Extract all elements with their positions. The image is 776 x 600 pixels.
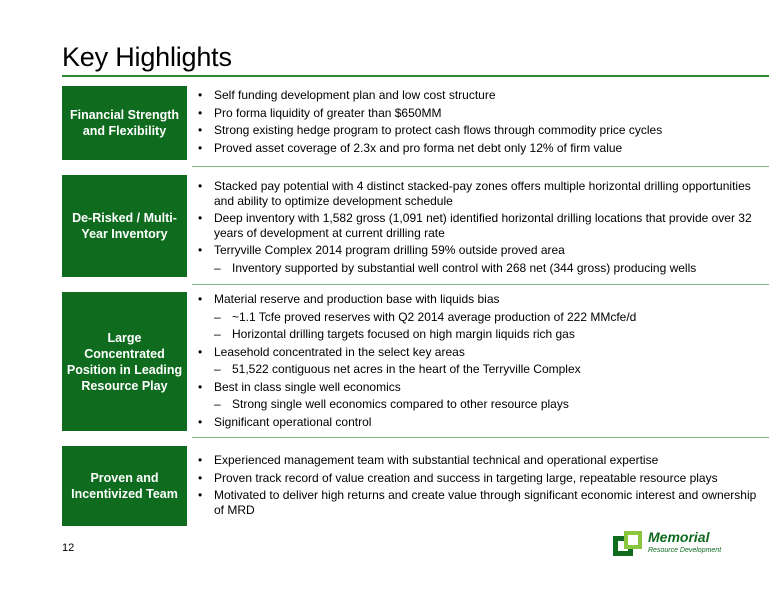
bullet-item: • Self funding development plan and low cost structure xyxy=(192,88,769,103)
bullet-list xyxy=(192,292,769,432)
bullet-item: • Deep inventory with 1,582 gross (1,091 net) identified horizontal drilling locations that provide over 32 years of development at current drilling rate xyxy=(192,211,769,240)
bullet-item: • Pro forma liquidity of greater than $650MM xyxy=(192,106,769,121)
section-divider xyxy=(192,166,769,167)
logo-name: Memorial xyxy=(648,529,710,545)
sub-bullet-item: – ~1.1 Tcfe proved reserves with Q2 2014 average production of 222 MMcfe/d xyxy=(192,310,769,325)
section-label: Proven and Incentivized Team xyxy=(62,446,187,526)
bullet-item: • Best in class single well economics xyxy=(192,380,769,395)
sub-bullet-item: – Horizontal drilling targets focused on high margin liquids rich gas xyxy=(192,327,769,342)
bullet-item: • Stacked pay potential with 4 distinct stacked-pay zones offers multiple horizontal drilling opportunities and ability to optimize development schedule xyxy=(192,179,769,208)
section-proven-team xyxy=(62,446,769,526)
bullet-item: • Strong existing hedge program to protect cash flows through commodity price cycles xyxy=(192,123,769,138)
section-divider xyxy=(192,437,769,438)
section-financial-strength xyxy=(62,86,769,160)
bullet-list xyxy=(192,179,769,278)
bullet-item: • Experienced management team with substantial technical and operational expertise xyxy=(192,453,769,468)
section-label: De-Risked / Multi-Year Inventory xyxy=(62,175,187,277)
title-divider xyxy=(62,75,769,77)
section-label: Large Concentrated Position in Leading Resource Play xyxy=(62,292,187,431)
bullet-item: • Proved asset coverage of 2.3x and pro forma net debt only 12% of firm value xyxy=(192,141,769,156)
bullet-item: • Terryville Complex 2014 program drilling 59% outside proved area xyxy=(192,243,769,258)
company-logo xyxy=(612,530,762,560)
bullet-item: • Material reserve and production base with liquids bias xyxy=(192,292,769,307)
bullet-list xyxy=(192,453,769,520)
bullet-item: • Motivated to deliver high returns and create value through significant economic interest and ownership of MRD xyxy=(192,488,769,517)
page-number: 12 xyxy=(62,542,75,554)
page-title: Key Highlights xyxy=(62,42,232,72)
bullet-item: • Significant operational control xyxy=(192,415,769,430)
bullet-list xyxy=(192,88,769,158)
section-large-concentrated xyxy=(62,292,769,431)
logo-mark-icon xyxy=(612,530,644,558)
sub-bullet-item: – Strong single well economics compared to other resource plays xyxy=(192,397,769,412)
section-divider xyxy=(192,284,769,285)
logo-tagline: Resource Development xyxy=(648,547,722,554)
sub-bullet-item: – Inventory supported by substantial well control with 268 net (344 gross) producing wells xyxy=(192,261,769,276)
section-label: Financial Strength and Flexibility xyxy=(62,86,187,160)
bullet-item: • Leasehold concentrated in the select key areas xyxy=(192,345,769,360)
section-de-risked xyxy=(62,175,769,277)
sub-bullet-item: – 51,522 contiguous net acres in the heart of the Terryville Complex xyxy=(192,362,769,377)
bullet-item: • Proven track record of value creation and success in targeting large, repeatable resource plays xyxy=(192,471,769,486)
